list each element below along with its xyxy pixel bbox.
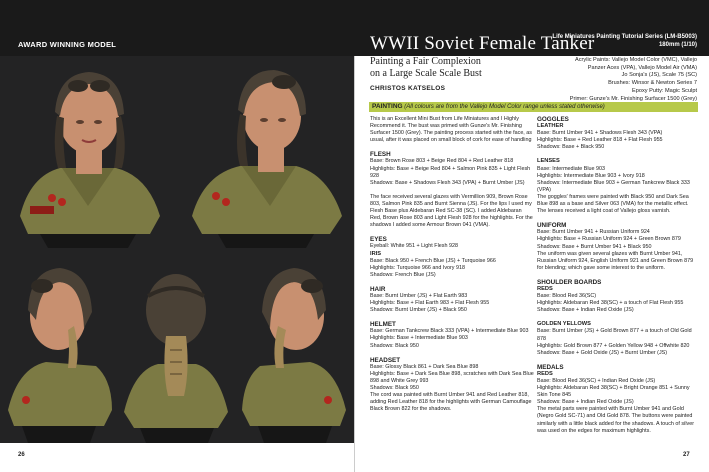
bust-photo-side (178, 56, 354, 248)
article-title: WWII Soviet Female Tanker (370, 33, 595, 54)
intro-paragraph: This is an Excellent Mini Bust from Life Miniatures and I Highly Recommend it. The bust was primed with Gunze's Mr. Finishing Surfacer 1500 (Grey). The painting process started with the face, as usual, after it was placed on small block of cork for ease of handling (370, 116, 533, 144)
recipe-line: Base: Burnt Umber (JS) + Gold Brown 877 + a touch of Old Gold 878 (537, 328, 692, 342)
recipe-line: Base: Glossy Black 861 + Dark Sea Blue 898 (370, 363, 479, 370)
subheading-leather: LEATHER (537, 123, 564, 130)
uniform-paragraph: The uniform was given several glazes with Burnt Umber 941, Russian Uniform 924, English Uniform 921 and Green Brown 879 for blending; which gave some interest to the uniform. (537, 250, 694, 271)
section-heading-helmet: HELMET (370, 321, 396, 329)
recipe-line: Highlights: Base + Beige Red 804 + Salmon Pink 835 + Light Flesh 928 (370, 165, 531, 179)
author-name: CHRISTOS KATSELOS (370, 85, 446, 92)
page-number-right: 27 (683, 452, 690, 458)
recipe-line: Highlights: Base + Dark Sea Blue 898, scratches with Dark Sea Blue 898 and White Grey 993 (370, 370, 534, 384)
recipe-line: Base: Intermediate Blue 903 (537, 165, 606, 172)
left-text-column (370, 116, 534, 420)
bust-right-profile-image (236, 250, 354, 443)
recipe-line: Highlights: Gold Brown 877 + Golden Yellow 948 + Offwhite 820 (537, 342, 690, 349)
subtitle-line: on a Large Scale Scale Bust (370, 68, 482, 79)
series-line: Life Miniatures Painting Tutorial Series (LM-B5003) (552, 34, 697, 40)
subheading-lenses: LENSES (537, 158, 560, 165)
bust-photo-left-profile (0, 250, 117, 443)
recipe-line: Base: Black 950 + French Blue (JS) + Turquoise 966 (370, 257, 496, 264)
subheading-iris: IRIS (370, 250, 382, 257)
series-info (552, 33, 697, 49)
bust-photo-front (0, 56, 176, 248)
materials-line: Panzer Aces (VPA), Vallejo Model Air (VMA) (587, 64, 697, 71)
recipe-line: Base: Blood Red 36(SC) + Indian Red Oxide (JS) (537, 378, 656, 384)
subheading-reds: REDS (537, 285, 553, 292)
recipe-line: Base: Burnt Umber 941 + Russian Uniform 924 (537, 229, 650, 236)
recipe-line: Base: Burnt Umber 941 + Shadows Flesh 343 (VPA) (537, 130, 663, 137)
recipe-line: Highlights: Base + Flat Earth 983 + Flat Flesh 955 (370, 300, 490, 307)
materials-line: Epoxy Putty: Magic Sculpt (632, 87, 697, 94)
right-text-column (537, 116, 699, 442)
article-subtitle (370, 56, 482, 80)
recipe-line: Shadows: Burnt Umber (JS) + Black 950 (370, 307, 467, 314)
subtitle-line: Painting a Fair Complexion (370, 56, 481, 67)
recipe-line: Shadows: Base + Black 950 (537, 144, 605, 151)
recipe-line: Highlights: Base + Intermediate Blue 903 (370, 335, 468, 342)
recipe-line: Shadows: French Blue (JS) (370, 271, 436, 278)
recipe-line: Highlights: Base + Russian Uniform 924 + Green Brown 879 (537, 236, 681, 243)
painting-note: (All colours are from the Vallejo Model Color range unless stated otherwise) (404, 104, 605, 110)
recipe-line: Base: Blood Red 36(SC) (537, 293, 597, 300)
section-heading-flesh: FLESH (370, 151, 391, 159)
page-gutter (354, 56, 355, 472)
recipe-line: Base: Brown Rose 803 + Beige Red 804 + Red Leather 818 (370, 158, 514, 165)
section-heading-goggles: GOGGLES (537, 116, 569, 123)
lenses-paragraph: The goggles' frames were painted with Black 950 and Dark Sea Blue 898 as a base and Silver 063 (VMA) for the metallic effect. The lenses received a light coat of Vallejo gloss varnish. (537, 193, 689, 215)
recipe-line: Highlights: Intermediate Blue 903 + Ivory 918 (537, 172, 645, 179)
recipe-line: Base: German Tankcrew Black 333 (VPA) + Intermediate Blue 903 (370, 328, 529, 335)
materials-list (570, 57, 697, 103)
materials-line: Jo Sonja's (JS), Scale 75 (SC) (621, 72, 697, 79)
recipe-line: Shadows: Base + Burnt Umber 941 + Black 950 (537, 243, 652, 250)
recipe-line: Highlights: Base + Red Leather 818 + Flat Flesh 955 (537, 137, 663, 144)
recipe-line: Shadows: Base + Indian Red Oxide (JS) (537, 307, 634, 314)
photo-gallery (0, 56, 354, 443)
painting-heading-bar (369, 102, 698, 112)
bust-back-image (118, 250, 235, 443)
materials-line: Brushes: Winsor & Newton Series 7 (608, 80, 697, 87)
recipe-line: Highlights: Aldebaran Red 38(SC) + a touch of Flat Flesh 955 (537, 300, 684, 307)
section-label: AWARD WINNING MODEL (18, 40, 117, 49)
scale-line: 180mm (1/10) (658, 42, 697, 48)
recipe-line: Shadows: Black 950 (370, 385, 419, 391)
recipe-line: Highlights: Turquoise 966 and Ivory 918 (370, 264, 465, 271)
recipe-line: Shadows: Base + Indian Red Oxide (JS) (537, 399, 634, 406)
recipe-line: Highlights: Aldebaran Red 38(SC) + Bright Orange 851 + Sunny Skin Tone 845 (537, 385, 690, 399)
section-heading-shoulder-boards: SHOULDER BOARDS (537, 278, 602, 286)
recipe-line: Shadows: Base + Gold Oxide (JS) + Burnt Umber (JS) (537, 349, 668, 356)
materials-line: Acrylic Paints: Vallejo Model Color (VMC), Vallejo (575, 57, 697, 63)
bust-front-image (0, 56, 176, 248)
bust-left-profile-image (0, 250, 117, 443)
headset-paragraph: The cord was painted with Burnt Umber 941 and Red Leather 818, adding Red Leather 818 for the highlights with German Camouflage Black Brown 822 for the shadows. (370, 392, 532, 413)
subheading-golden-yellows: GOLDEN YELLOWS (537, 321, 591, 328)
bust-photo-back (118, 250, 235, 443)
header-bar (0, 0, 709, 56)
subheading-medal-reds: REDS (537, 370, 553, 377)
recipe-line: Shadows: Black 950 (370, 342, 419, 349)
recipe-line: Shadows: Intermediate Blue 903 + German Tankcrew Black 333 (VPA) (537, 179, 690, 193)
painting-label: PAINTING (372, 103, 403, 110)
section-heading-headset: HEADSET (370, 356, 401, 364)
medals-paragraph: The metal parts were painted with Burnt Umber 941 and Gold (Negro Gold SC-71) and Old Gold 878. The buttons were painted similarly with a little black added for the shadows. A touch of silver was used on the edges for maximum highlights. (537, 406, 695, 434)
section-heading-medals: MEDALS (537, 363, 564, 371)
bust-side-image (178, 56, 354, 248)
page-number-left: 26 (18, 452, 25, 458)
section-heading-eyes: EYES (370, 236, 387, 244)
materials-line: Primer: Gunze's Mr. Finishing Surfacer 1500 (Grey) (569, 95, 697, 102)
recipe-line: Eyeball: White 951 + Light Flesh 928 (370, 243, 458, 250)
recipe-line: Base: Burnt Umber (JS) + Flat Earth 983 (370, 292, 468, 299)
section-heading-uniform: UNIFORM (537, 222, 567, 230)
flesh-paragraph: The face received several glazes with Vermillion 909, Brown Rose 803, Salmon Pink 835 and Burnt Sienna (JS). For the lips I used my Flesh Base plus Aldebaran Red SC-38 (SC). I added Aldebaran Red, Brown Rose 803 and Light Flesh 928 for the highlights. For the shadows I added some Armour Brown 041 (VMA). (370, 193, 533, 229)
section-heading-hair: HAIR (370, 285, 386, 293)
bust-photo-right-profile (236, 250, 354, 443)
recipe-line: Shadows: Base + Shadows Flesh 343 (VPA) + Burnt Umber (JS) (370, 179, 525, 186)
